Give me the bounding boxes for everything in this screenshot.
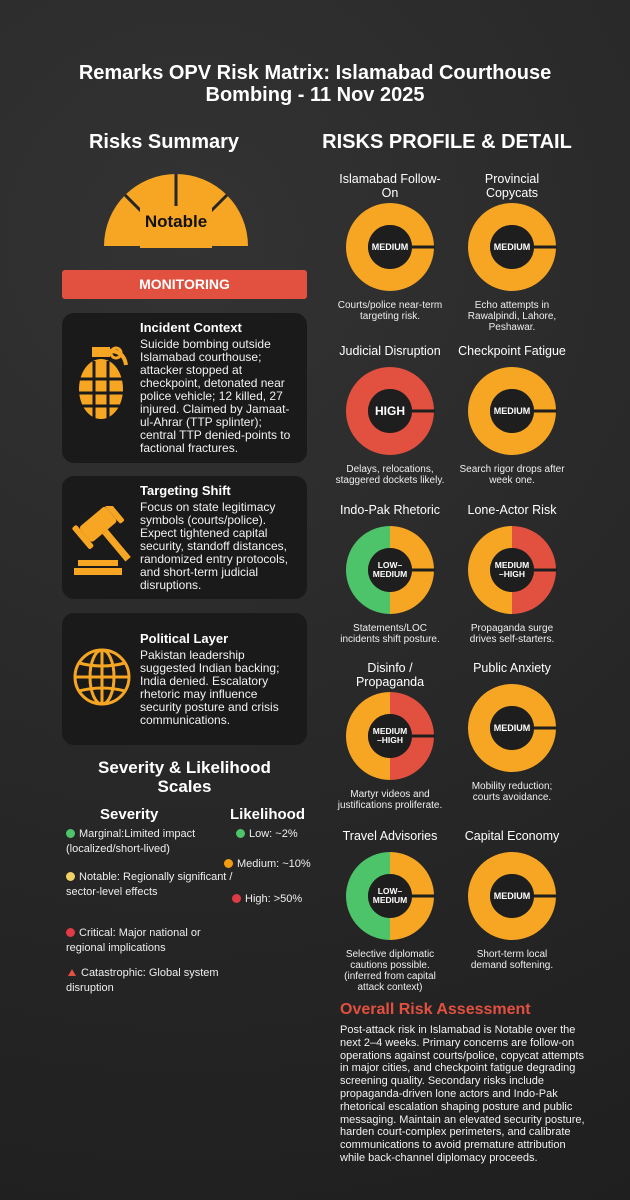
risk-description: Delays, relocations, staggered dockets likely. [335, 464, 445, 486]
likelihood-medium: Medium: ~10% [224, 857, 314, 872]
red-dot-icon [232, 894, 241, 903]
risk-title: Capital Economy [464, 829, 560, 843]
incident-context-card [62, 313, 307, 463]
risk-level-label: LOW– MEDIUM [372, 885, 408, 905]
risk-description: Short-term local demand softening. [470, 949, 554, 971]
scales-heading: Severity & Likelihood Scales [98, 758, 271, 796]
grenade-icon [70, 343, 134, 428]
red-dot-icon [66, 928, 75, 937]
targeting-shift-card [62, 476, 307, 599]
risk-description: Martyr videos and justifications proliferate. [337, 789, 443, 811]
risk-gauge [96, 168, 256, 248]
risk-level-label: MEDIUM –HIGH [494, 559, 530, 579]
risk-level-label: HIGH [375, 403, 405, 418]
risk-description: Courts/police near-term targeting risk. [337, 300, 443, 322]
risk-level-label: MEDIUM [371, 242, 409, 252]
card-text: Focus on state legitimacy symbols (courts/police). Expect tightened capital security, standoff distances, randomized entry protocols, and short-term judicial disruptions. [140, 500, 289, 592]
card-title: Incident Context [140, 320, 242, 335]
yellow-dot-icon [66, 872, 75, 881]
gauge-label: Notable [144, 212, 208, 231]
risk-title: Islamabad Follow- On [339, 172, 441, 200]
severity-marginal: Marginal:Limited impact (localized/short-lived) [66, 828, 196, 855]
severity-notable: Notable: Regionally significant / sector-level effects [66, 871, 233, 898]
risk-level-label: MEDIUM –HIGH [372, 725, 408, 745]
card-title: Targeting Shift [140, 483, 231, 498]
red-triangle-icon [68, 969, 76, 976]
globe-icon [70, 645, 134, 714]
risks-summary-heading: Risks Summary [88, 131, 240, 153]
risk-description: Echo attempts in Rawalpindi, Lahore, Peshawar. [467, 300, 557, 333]
gavel-icon [70, 506, 134, 581]
card-text: Suicide bombing outside Islamabad courthouse; attacker stopped at checkpoint, detonated near police vehicle; 12 killed, 27 injured. Claimed by Jamaat-ul-Ahrar (TTP splinter); central TTP denied-points to factional fractures. [140, 337, 291, 455]
severity-critical: Critical: Major national or regional implications [66, 927, 201, 954]
risk-description: Search rigor drops after week one. [459, 464, 565, 486]
status-badge: MONITORING [62, 270, 307, 299]
risk-level-label: MEDIUM [493, 242, 531, 252]
risk-level-label: MEDIUM [493, 406, 531, 416]
risk-description: Selective diplomatic cautions possible. (inferred from capital attack context) [344, 949, 436, 993]
risk-title: Travel Advisories [342, 829, 438, 843]
risks-profile-heading: RISKS PROFILE & DETAIL [322, 131, 572, 153]
risk-title: Disinfo / Propaganda [355, 661, 425, 689]
severity-catastrophic: Catastrophic: Global system disruption [66, 967, 219, 994]
overall-assessment-heading: Overall Risk Assessment [340, 1001, 531, 1018]
political-layer-card [62, 613, 307, 745]
risk-title: Public Anxiety [473, 661, 551, 675]
likelihood-heading: Likelihood [230, 806, 305, 823]
risk-level-label: MEDIUM [493, 723, 531, 733]
green-dot-icon [236, 829, 245, 838]
card-text: Pakistan leadership suggested Indian backing; India denied. Escalatory rhetoric may influence security posture and crisis communications. [140, 648, 280, 727]
page-title: Remarks OPV Risk Matrix: Islamabad Courthouse Bombing - 11 Nov 2025 [78, 62, 552, 106]
risk-title: Indo-Pak Rhetoric [339, 503, 441, 517]
orange-dot-icon [224, 859, 233, 868]
risk-title: Provincial Copycats [484, 172, 540, 200]
green-dot-icon [66, 829, 75, 838]
risk-description: Propaganda surge drives self-starters. [469, 623, 555, 645]
risk-title: Lone-Actor Risk [467, 503, 557, 517]
severity-heading: Severity [100, 806, 159, 823]
risk-title: Judicial Disruption [339, 344, 441, 358]
risk-level-label: LOW– MEDIUM [372, 559, 408, 579]
card-title: Political Layer [140, 631, 229, 646]
risk-title: Checkpoint Fatigue [458, 344, 566, 358]
overall-assessment-text: Post-attack risk in Islamabad is Notable over the next 2–4 weeks. Primary concerns are follow-on operations against courts/police, copycat attempts in major cities, and checkpoint fatigue degrading screening quality. Secondary risks include propaganda-driven lone actors and Indo-Pak rhetorical escalation shaping posture and public messaging. Maintain an elevated security posture, harden court-complex perimeters, and calibrate communications to avoid premature attribution while back-channel diplomacy proceeds. [340, 1024, 585, 1164]
likelihood-low: Low: ~2% [236, 827, 326, 842]
likelihood-high: High: >50% [232, 892, 322, 907]
risk-level-label: MEDIUM [493, 891, 531, 901]
risk-description: Statements/LOC incidents shift posture. [340, 623, 440, 645]
risk-description: Mobility reduction; courts avoidance. [471, 781, 553, 803]
